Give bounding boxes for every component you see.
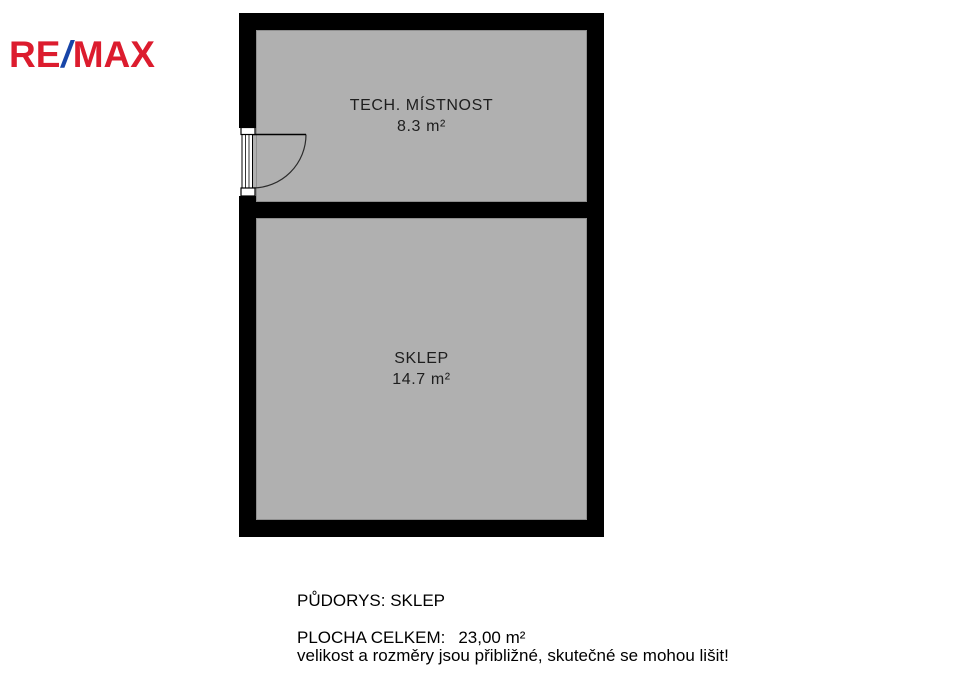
door-jamb-top (241, 128, 255, 135)
room-area: 14.7 m² (392, 371, 451, 388)
total-area-label: PLOCHA CELKEM: (297, 628, 446, 647)
door-swing-arc (253, 135, 307, 189)
door-swing-icon (239, 13, 604, 537)
logo-re-text: RE (9, 34, 61, 75)
logo-max-text: MAX (72, 34, 155, 75)
door-frame (242, 134, 253, 188)
room-area: 8.3 m² (397, 118, 446, 135)
door-jamb-bottom (241, 188, 255, 196)
disclaimer: velikost a rozměry jsou přibližné, skutečné se mohou lišit! (297, 646, 729, 665)
logo-slash: / (61, 34, 72, 75)
plan-title: PŮDORYS: SKLEP (297, 591, 446, 610)
room-name: SKLEP (394, 350, 449, 367)
footer (297, 592, 729, 665)
floor-plan (239, 13, 604, 537)
total-area-line (297, 629, 729, 647)
door-opening-floor (253, 128, 257, 196)
room-name: TECH. MÍSTNOST (349, 97, 494, 114)
remax-logo (9, 36, 155, 73)
total-area-value: 23,00 m² (458, 628, 526, 647)
